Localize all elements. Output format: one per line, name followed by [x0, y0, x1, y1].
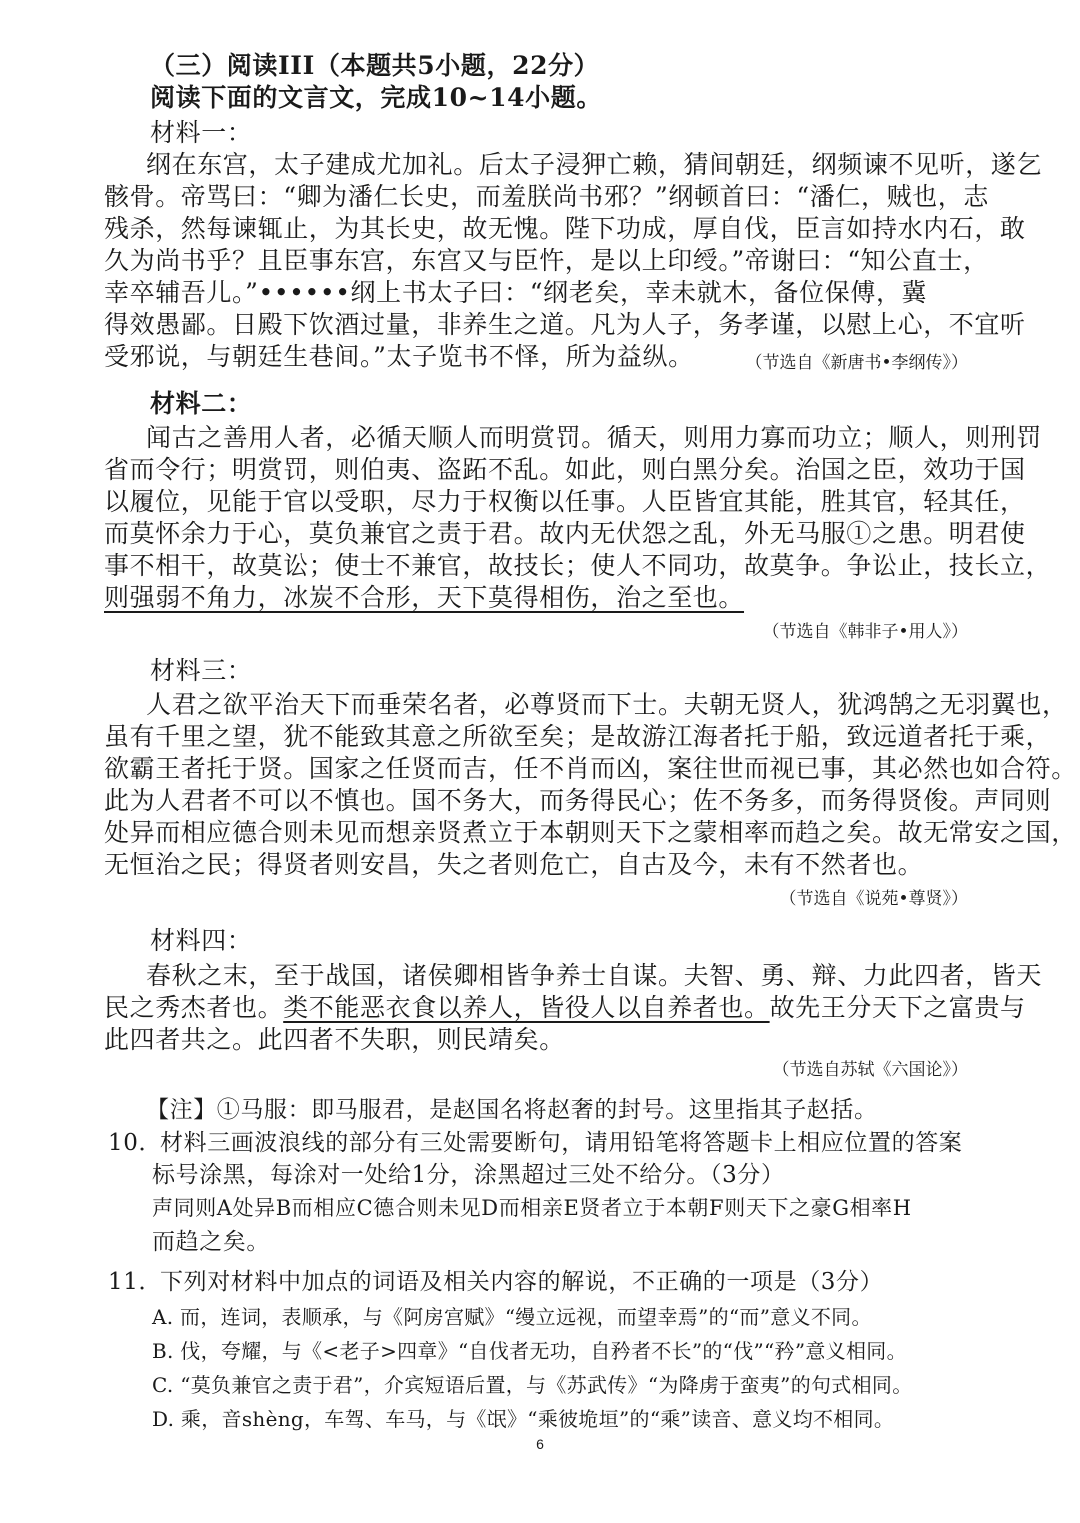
material-3-label: 材料三：	[150, 656, 253, 685]
material-4-line: 春秋之末，至于战国，诸侯卿相皆争养士自谋。夫智、勇、辩、力此四者，皆天	[146, 961, 1043, 990]
material-4-label: 材料四：	[150, 926, 253, 955]
material-2-source: （节选自《韩非子•用人》）	[762, 622, 968, 642]
question-11-number: 11．	[108, 1269, 163, 1295]
material-2-line: 而莫怀余力于心，莫负兼官之责于君。故内无伏怨之乱，外无马服①之患。明君使	[104, 519, 1026, 548]
material-3-line: 人君之欲平治天下而垂荣名者，必尊贤而下士。夫朝无贤人，犹鸿鹄之无羽翼也，	[146, 690, 1068, 719]
option-a: A. 而，连词，表顺承，与《阿房宫赋》“缦立远视，而望幸焉”的“而”意义不同。	[152, 1305, 872, 1329]
material-2-label: 材料二：	[150, 389, 253, 418]
material-1-line: 幸卒辅吾儿。”••••••纲上书太子曰：“纲老矣，幸未就木，备位保傅，冀	[104, 278, 928, 307]
material-4-text: 民之秀杰者也。	[104, 993, 284, 1022]
material-4-underlined-sentence: 类不能恶衣食以养人，皆役人以自养者也。	[283, 993, 770, 1022]
question-10-line: 标号涂黑，每涂对一处给1分，涂黑超过三处不给分。（3分）	[152, 1162, 785, 1188]
question-10-line: 而趋之矣。	[152, 1229, 270, 1255]
material-3-line: 此为人君者不可以不慎也。国不务大，而务得民心；佐不务多，而务得贤俊。声同则	[104, 786, 1052, 815]
material-3-line: 无恒治之民；得贤者则安昌，失之者则危亡，自古及今，未有不然者也。	[104, 850, 924, 879]
material-2-underlined-line: 则强弱不角力，冰炭不合形，天下莫得相伤，治之至也。	[104, 583, 745, 612]
material-3-line: 欲霸王者托于贤。国家之任贤而吉，任不肖而凶，案往世而视已事，其必然也如合符。	[104, 754, 1077, 783]
question-10-number: 10．	[108, 1130, 163, 1156]
material-1-label: 材料一：	[150, 118, 253, 147]
section-instruction: 阅读下面的文言文，完成10~14小题。	[150, 83, 602, 112]
footnote: 【注】①马服：即马服君，是赵国名将赵奢的封号。这里指其子赵括。	[146, 1097, 878, 1123]
material-1-line: 骸骨。帝骂曰：“卿为潘仁长史，而羞朕尚书邪？”纲顿首曰：“潘仁，贼也，志	[104, 182, 989, 211]
material-4-source: （节选自苏轼《六国论》）	[772, 1060, 968, 1080]
material-1-line: 得效愚鄙。日殿下饮酒过量，非养生之道。凡为人子，务孝谨，以慰上心，不宜听	[104, 310, 1026, 339]
material-2-line: 以履位，见能于官以受职，尽力于权衡以任事。人臣皆宜其能，胜其官，轻其任，	[104, 487, 1026, 516]
material-1-source: （节选自《新唐书•李纲传》）	[745, 353, 968, 373]
material-4-line: 此四者共之。此四者不失职，则民靖矣。	[104, 1025, 565, 1054]
material-3-line: 处异而相应德合则未见而想亲贤煮立于本朝则天下之蒙相率而趋之矣。故无常安之国，	[104, 818, 1077, 847]
material-2-line: 事不相干，故莫讼；使士不兼官，故技长；使人不同功，故莫争。争讼止，技长立，	[104, 551, 1052, 580]
material-3-source: （节选自《说苑•尊贤》）	[779, 889, 968, 909]
section-heading: （三）阅读III（本题共5小题，22分）	[150, 51, 600, 80]
question-10-line: 材料三画波浪线的部分有三处需要断句，请用铅笔将答题卡上相应位置的答案	[160, 1130, 963, 1156]
option-d: D. 乘，音shèng，车驾、车马，与《氓》“乘彼垝垣”的“乘”读音、意义均不相同。	[152, 1407, 895, 1431]
material-4-text: 故先王分天下之富贵与	[769, 993, 1026, 1022]
question-10-line: 声同则A处异B而相应C德合则未见D而相亲E贤者立于本朝F则天下之豪G相率H	[152, 1196, 912, 1220]
material-2-line: 省而令行；明赏罚，则伯夷、盗跖不乱。如此，则白黑分矣。治国之臣，效功于国	[104, 455, 1026, 484]
material-4-line	[104, 992, 1026, 1024]
material-1-line: 久为尚书乎？且臣事东宫，东宫又与臣忤，是以上印绶。”帝谢曰：“知公直士，	[104, 246, 989, 275]
option-c: C. “莫负兼官之责于君”，介宾短语后置，与《苏武传》“为降虏于蛮夷”的句式相同。	[152, 1373, 913, 1397]
material-1-line: 纲在东宫，太子建成尤加礼。后太子浸狎亡赖，猜间朝廷，纲频谏不见听，遂乞	[146, 150, 1043, 179]
material-1-line: 受邪说，与朝廷生巷间。”太子览书不怿，所为益纵。	[104, 342, 694, 371]
material-1-line: 残杀，然每谏辄止，为其长史，故无愧。陛下功成，厚自伐，臣言如持水内石，敢	[104, 214, 1026, 243]
material-2-line: 闻古之善用人者，必循天顺人而明赏罚。循天，则用力寡而功立；顺人，则刑罚	[146, 423, 1043, 452]
page-number: 6	[536, 1436, 544, 1452]
option-b: B. 伐，夸耀，与《<老子>四章》“自伐者无功，自矜者不长”的“伐”“矜”意义相同。	[152, 1339, 907, 1363]
material-3-line: 虽有千里之望，犹不能致其意之所欲至矣；是故游江海者托于船，致远道者托于乘，	[104, 722, 1052, 751]
question-11-stem: 下列对材料中加点的词语及相关内容的解说，不正确的一项是（3分）	[160, 1269, 884, 1295]
